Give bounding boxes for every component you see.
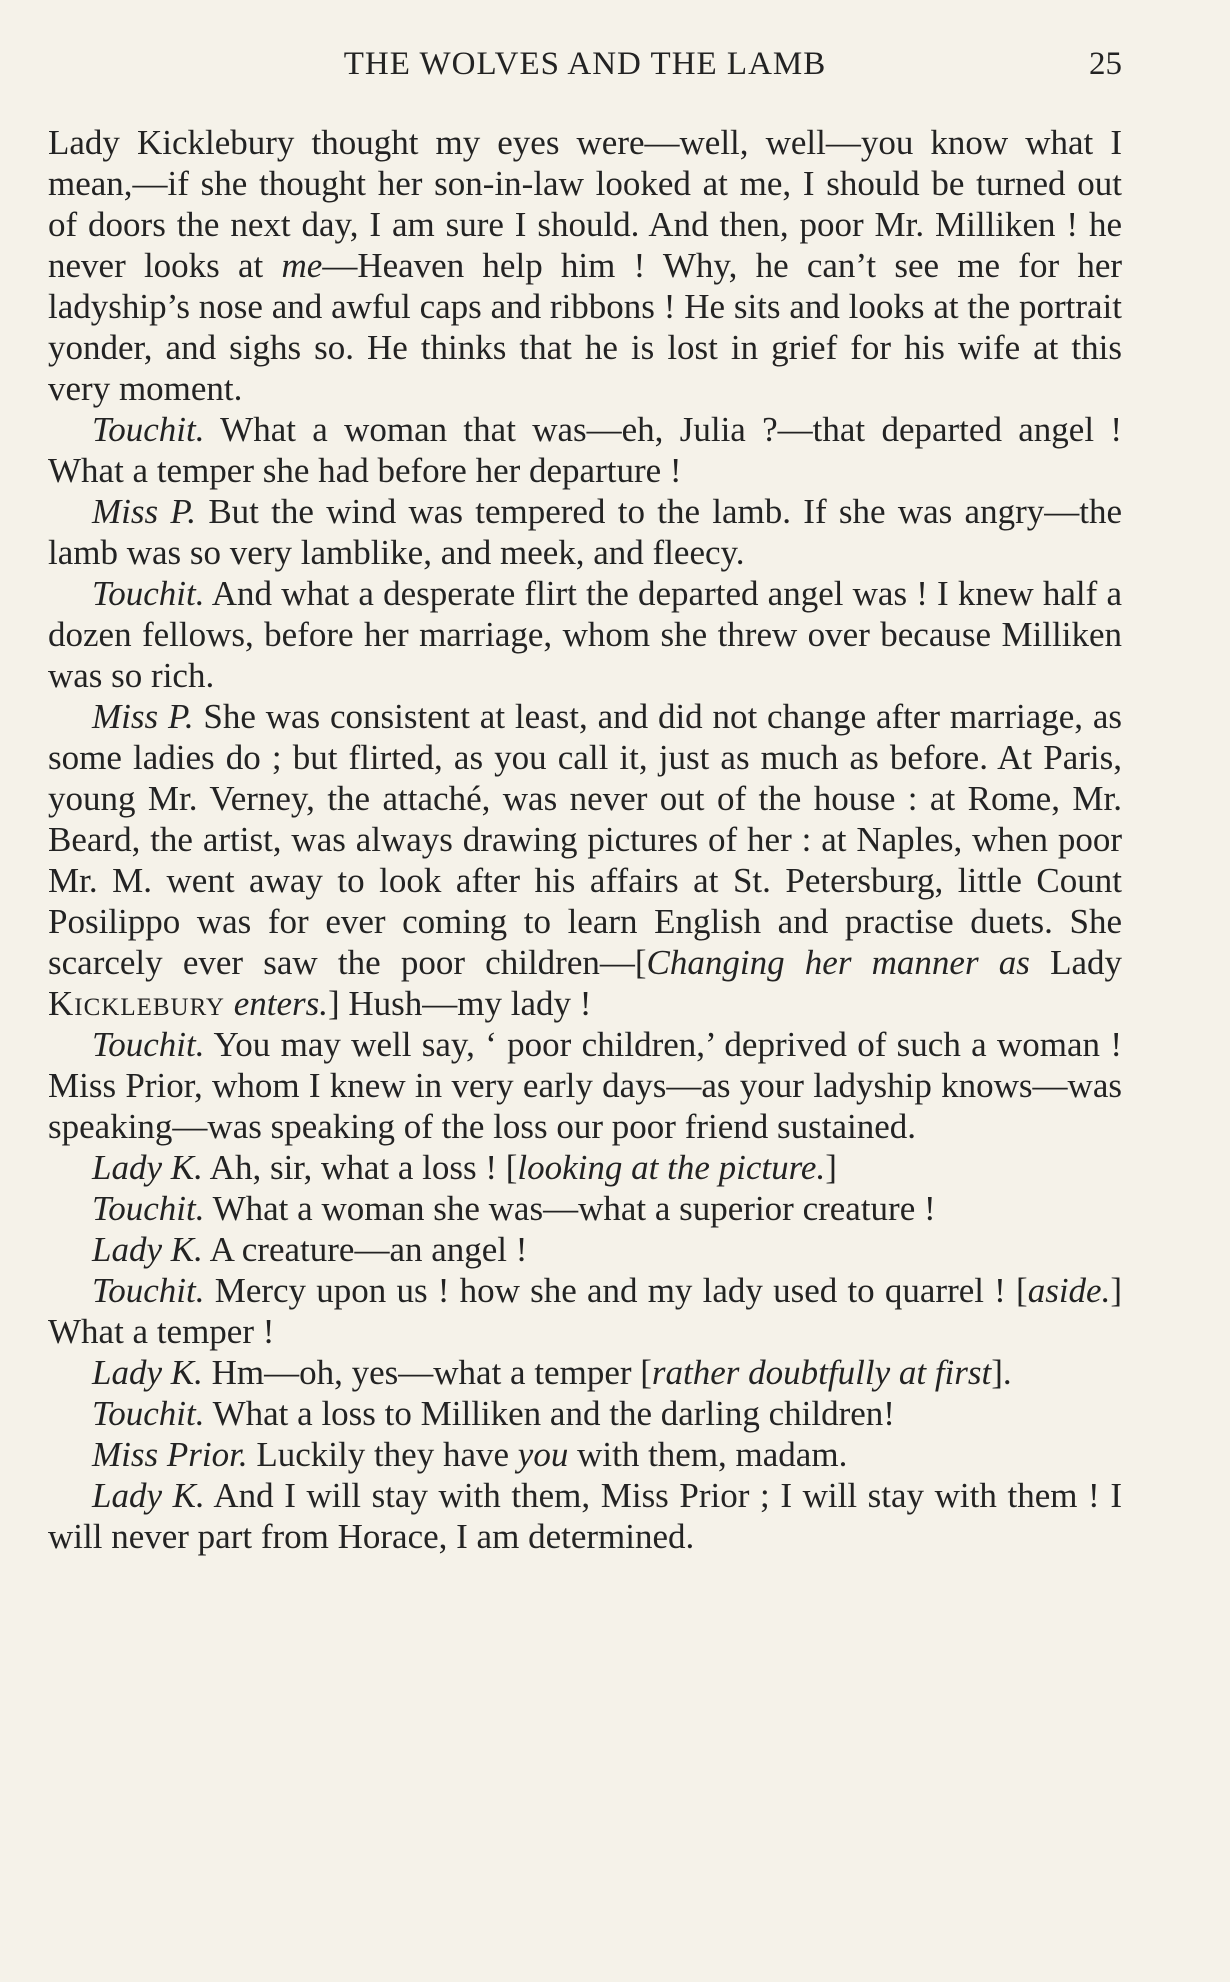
speaker-name: Touchit. — [92, 1271, 205, 1310]
speech-text: ]. — [991, 1353, 1012, 1392]
speech-text: What a woman that was—eh, Julia ?—that departed angel ! What a temper she had before her departure ! — [48, 410, 1122, 490]
stage-direction: enters. — [233, 984, 328, 1023]
stage-direction: aside. — [1027, 1271, 1111, 1310]
paragraph-continued — [48, 122, 1122, 409]
speech-lady-k — [48, 1352, 1122, 1393]
speaker-name: Touchit. — [92, 410, 205, 449]
speaker-name: Touchit. — [92, 1394, 205, 1433]
speech-touchit — [48, 1188, 1122, 1229]
text-run: —Heaven help him ! Why, he can’t see me for her ladyship’s nose and awful caps and ribbons ! He sits and looks at the portrait yonder, and sighs so. He thinks that he is lost in grief for his wife at this very moment. — [48, 246, 1123, 408]
speaker-name: Miss Prior. — [92, 1435, 248, 1474]
stage-direction-text: Lady — [1029, 943, 1122, 982]
speech-text: Ah, sir, what a loss ! [ — [202, 1148, 518, 1187]
speech-text: But the wind was tempered to the lamb. If she was angry—the lamb was so very lamblike, and meek, and fleecy. — [48, 492, 1122, 572]
speech-text: She was consistent at least, and did not change after marriage, as some ladies do ; but flirted, as you call it, just as much as before. At Paris, young Mr. Verney, the attaché, was never out of the house : at Rome, Mr. Beard, the artist, was always drawing pictures of her : at Naples, when poor Mr. M. went away to look after his affairs at St. Petersburg, little Count Posilippo was for ever coming to learn English and practise duets. She scarcely ever saw the poor children—[ — [48, 697, 1122, 982]
emphasis: you — [517, 1435, 569, 1474]
stage-direction: looking at the picture. — [517, 1148, 826, 1187]
speech-touchit — [48, 573, 1122, 696]
character-name: Kicklebury — [48, 984, 225, 1023]
emphasis: me — [281, 246, 323, 285]
speech-text: And what a desperate flirt the departed angel was ! I knew half a dozen fellows, before her marriage, whom she threw over because Milliken was so rich. — [48, 574, 1122, 695]
running-title: THE WOLVES AND THE LAMB — [343, 46, 827, 82]
speech-text: ] What a temper ! — [48, 1271, 1122, 1351]
speech-text: with them, madam. — [568, 1435, 848, 1474]
speaker-name: Touchit. — [92, 574, 205, 613]
speaker-name: Touchit. — [92, 1189, 205, 1228]
speech-miss-prior — [48, 1434, 1122, 1475]
stage-direction: rather doubtfully at first — [651, 1353, 992, 1392]
speaker-name: Lady K. — [92, 1230, 203, 1269]
speech-text: Luckily they have — [247, 1435, 518, 1474]
speech-text: ] Hush—my lady ! — [328, 984, 592, 1023]
text-run: Lady Kicklebury thought my eyes were—well, well—you know what I mean,—if she thought her son-in-law looked at me, I should be turned out of doors the next day, I am sure I should. And then, poor Mr. Milliken ! he never looks at — [48, 123, 1122, 285]
speech-text: ] — [825, 1148, 837, 1187]
speaker-name: Miss P. — [92, 697, 194, 736]
speech-text: A creature—an angel ! — [202, 1230, 528, 1269]
speech-touchit — [48, 1024, 1122, 1147]
speech-text: Mercy upon us ! how she and my lady used to quarrel ! [ — [204, 1271, 1028, 1310]
speaker-name: Lady K. — [92, 1353, 203, 1392]
speaker-name: Lady K. — [92, 1476, 205, 1515]
speech-lady-k — [48, 1147, 1122, 1188]
speech-text: What a woman she was—what a superior creature ! — [204, 1189, 936, 1228]
page-body — [48, 122, 1122, 1557]
page-number: 25 — [1089, 46, 1122, 82]
speech-touchit — [48, 1270, 1122, 1352]
speaker-name: Miss P. — [92, 492, 197, 531]
speech-text: Hm—oh, yes—what a temper [ — [202, 1353, 652, 1392]
speech-touchit — [48, 409, 1122, 491]
speech-miss-p — [48, 491, 1122, 573]
speaker-name: Lady K. — [92, 1148, 203, 1187]
speech-miss-p — [48, 696, 1122, 1024]
speech-text: You may well say, ‘ poor children,’ deprived of such a woman ! Miss Prior, whom I knew in very early days—as your ladyship knows—was speaking—was speaking of the loss our poor friend sustained. — [48, 1025, 1122, 1146]
speech-touchit — [48, 1393, 1122, 1434]
speech-lady-k — [48, 1229, 1122, 1270]
speaker-name: Touchit. — [92, 1025, 205, 1064]
speech-lady-k — [48, 1475, 1122, 1557]
page-header — [48, 46, 1122, 90]
speech-text: And I will stay with them, Miss Prior ; I will stay with them ! I will never part from Horace, I am determined. — [48, 1476, 1122, 1556]
stage-direction: Changing her manner as — [646, 943, 1030, 982]
speech-text: What a loss to Milliken and the darling children! — [204, 1394, 895, 1433]
